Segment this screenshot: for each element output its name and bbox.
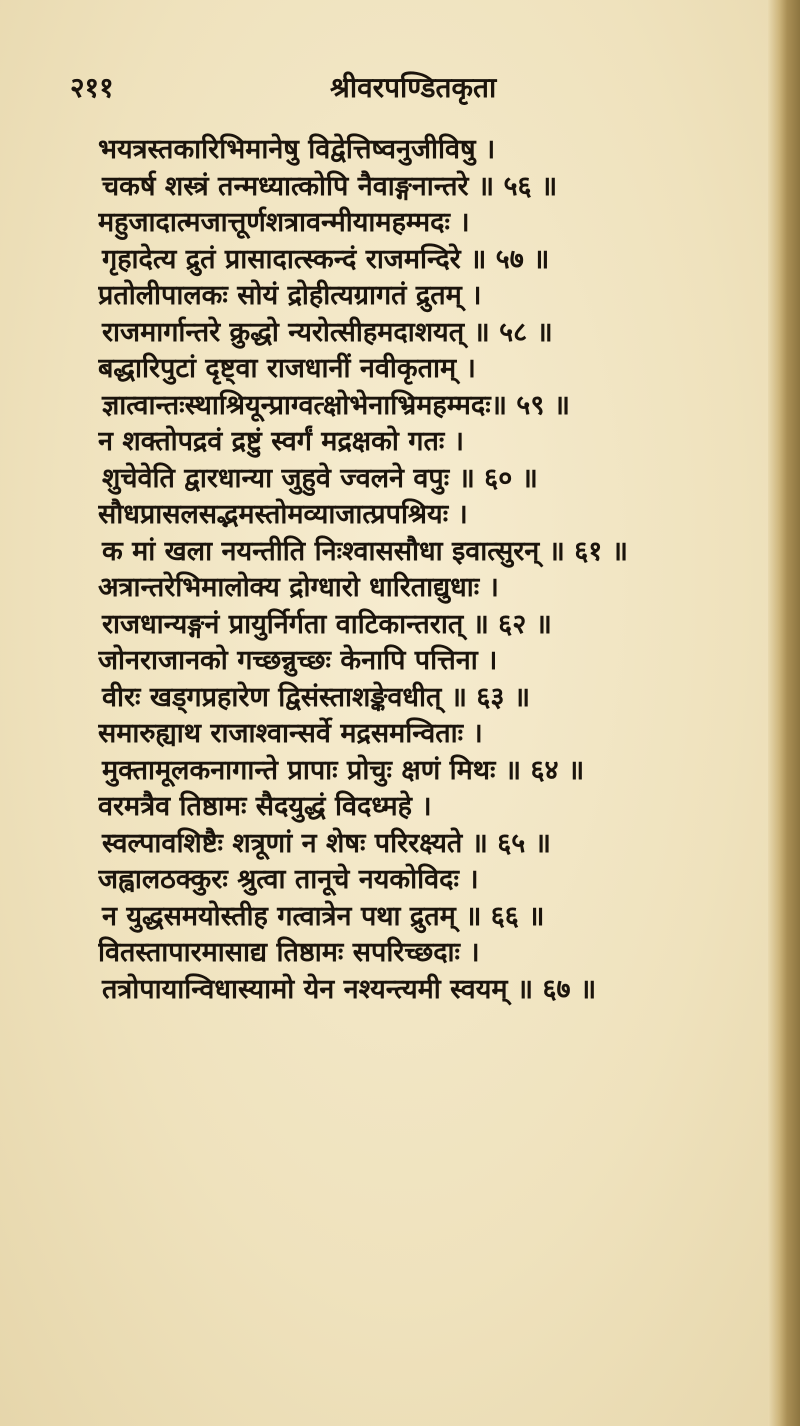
verse-56-line-2: चकर्ष शस्त्रं तन्मध्यात्कोपि नैवाङ्गनान्तरे ॥ ५६ ॥ (102, 170, 558, 202)
verse-61-line-2: क मां खला नयन्तीति निःश्वाससौधा इवात्सुरन् ॥ ६१ ॥ (102, 535, 628, 567)
verse-61-line-1: सौधप्रासलसद्भमस्तोमव्याजात्प्रपश्रियः । (98, 499, 468, 530)
verse-block (98, 132, 758, 1008)
verse-59-line-1: बद्धारिपुटां दृष्ट्वा राजधानीं नवीकृताम् । (98, 353, 476, 384)
verse-62-line-1: अत्रान्तरेभिमालोक्य द्रोग्धारो धारिताद्युधाः । (98, 572, 499, 603)
verse-63-line-2: वीरः खड्गप्रहारेण द्विसंस्ताशङ्केवधीत् ॥ ६३ ॥ (102, 681, 531, 713)
verse-56-line-1: भयत्रस्तकारिभिमानेषु विद्वेत्तिष्वनुजीविषु । (98, 134, 496, 165)
verse-67-line-1: वितस्तापारमासाद्य तिष्ठामः सपरिच्छदाः । (98, 937, 480, 968)
verse-62-line-2: राजधान्यङ्गनं प्रायुर्निर्गता वाटिकान्तरात् ॥ ६२ ॥ (102, 608, 552, 640)
verse-66-line-2: न युद्धसमयोस्तीह गत्वात्रेन पथा द्रुतम् ॥ ६६ ॥ (102, 900, 545, 932)
verse-66-line-1: जह्वालठक्कुरः श्रुत्वा तानूचे नयकोविदः । (98, 864, 479, 895)
verse-58-line-2: राजमार्गान्तरे क्रुद्धो न्यरोत्सीहमदाशयत् ॥ ५८ ॥ (102, 316, 553, 348)
page-header (70, 68, 720, 108)
verse-64-line-1: समारुह्याथ राजाश्वान्सर्वे मद्रसमन्विताः । (98, 718, 483, 749)
verse-58-line-1: प्रतोलीपालकः सोयं द्रोहीत्यग्रागतं द्रुतम् । (98, 280, 482, 311)
verse-65-line-2: स्वल्पावशिष्टैः शत्रूणां न शेषः परिरक्ष्यते ॥ ६५ ॥ (102, 827, 551, 859)
verse-57-line-2: गृहादेत्य द्रुतं प्रासादात्स्कन्दं राजमन्दिरे ॥ ५७ ॥ (102, 243, 550, 275)
verse-60-line-1: न शक्तोपद्रवं द्रष्टुं स्वर्गं मद्रक्षको गतः । (98, 426, 464, 457)
verse-65-line-1: वरमत्रैव तिष्ठामः सैदयुद्धं विदध्महे । (98, 791, 432, 822)
verse-64-line-2: मुक्तामूलकनागान्ते प्रापाः प्रोचुः क्षणं मिथः ॥ ६४ ॥ (102, 754, 585, 786)
page-number: २११ (70, 71, 114, 104)
verse-63-line-1: जोनराजानको गच्छन्नुच्छः केनापि पत्तिना । (98, 645, 498, 676)
verse-57-line-1: महुजादात्मजात्तूर्णशत्रावन्मीयामहम्मदः । (98, 207, 470, 238)
verse-67-line-2: तत्रोपायान्विधास्यामो येन नश्यन्त्यमी स्वयम् ॥ ६७ ॥ (102, 973, 597, 1005)
running-title: श्रीवरपण्डितकृता (330, 71, 497, 104)
verse-60-line-2: शुचेवेति द्वारधान्या जुहुवे ज्वलने वपुः ॥ ६० ॥ (102, 462, 538, 494)
verse-59-line-2: ज्ञात्वान्तःस्थाश्रियून्प्राग्वत्क्षोभेनाभ्रिमहम्मदः॥ ५९ ॥ (102, 389, 570, 421)
book-spine-shadow (768, 0, 800, 1426)
